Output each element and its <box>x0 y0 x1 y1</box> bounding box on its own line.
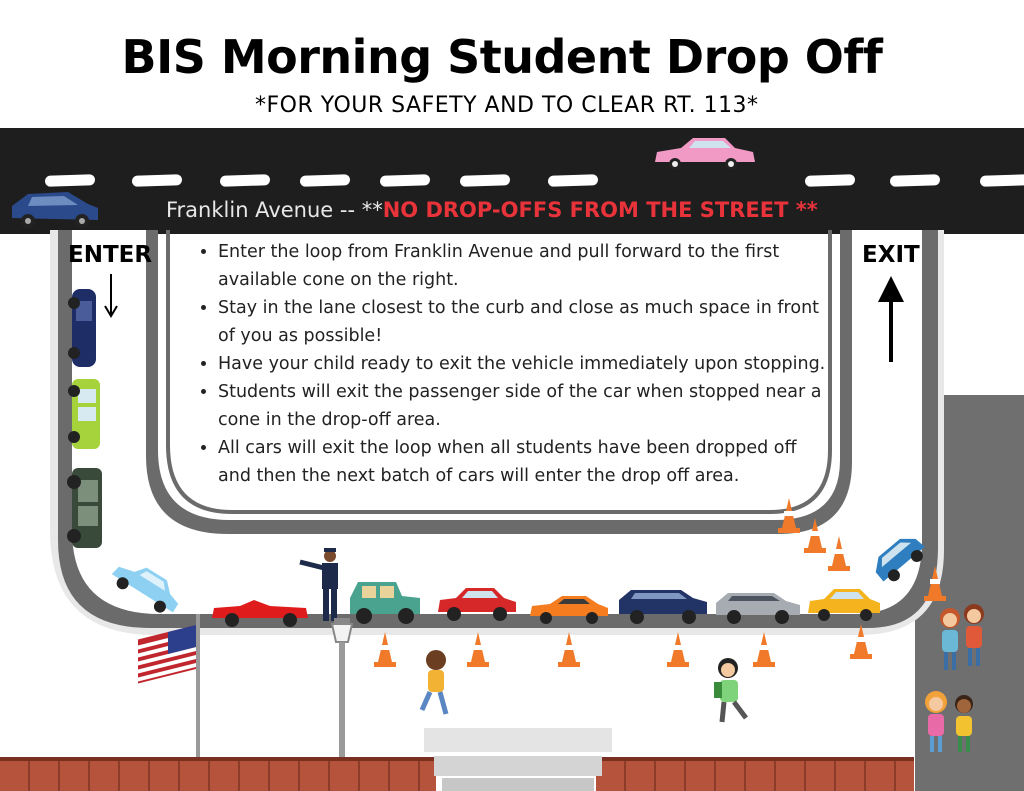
children-waving-icon <box>932 602 994 676</box>
instruction-item: • Stay in the lane closest to the curb and close as much space in front of you as possible! <box>218 294 828 350</box>
exit-arrow-icon <box>878 276 904 364</box>
children-smiling-icon <box>918 686 984 758</box>
silver-suv-car-icon <box>714 589 802 627</box>
light-blue-car-icon <box>105 558 185 620</box>
yellow-taxi-car-icon <box>806 585 882 625</box>
lane-dash <box>132 174 182 187</box>
brick-wall-left <box>0 757 436 791</box>
child-walking-icon <box>412 648 454 720</box>
enter-label: ENTER <box>68 242 153 268</box>
traffic-cone-icon <box>778 498 800 534</box>
red-convertible-car-icon <box>210 592 310 628</box>
lane-dash <box>300 174 350 187</box>
child-with-backpack-icon <box>708 656 754 730</box>
traffic-cone-icon <box>467 632 489 668</box>
traffic-cone-icon <box>667 632 689 668</box>
lane-dash <box>380 174 430 187</box>
blue-wagon-car-icon <box>8 188 102 230</box>
street-warning-suffix: ** <box>788 198 818 222</box>
blue-hatchback-car-icon <box>868 526 930 590</box>
traffic-cone-icon <box>804 518 826 554</box>
orange-sports-car-icon <box>528 592 610 626</box>
teal-jeep-car-icon <box>348 578 422 626</box>
enter-arrow-icon <box>103 274 119 318</box>
red-sedan-car-icon <box>436 584 518 624</box>
traffic-cone-icon <box>753 632 775 668</box>
lane-dash <box>805 174 855 187</box>
lane-dash <box>45 174 95 187</box>
school-entrance-steps <box>422 726 614 791</box>
exit-label: EXIT <box>862 242 920 268</box>
navy-sedan-car-icon <box>66 287 100 369</box>
brick-wall-right <box>596 757 914 791</box>
instruction-item: • Enter the loop from Franklin Avenue and pull forward to the first available cone on the right. <box>218 238 828 294</box>
navy-suv-car-icon <box>617 586 709 626</box>
green-van-car-icon <box>66 377 104 453</box>
page-subtitle: *FOR YOUR SAFETY AND TO CLEAR RT. 113* <box>255 93 759 118</box>
traffic-cone-icon <box>374 632 396 668</box>
page-title: BIS Morning Student Drop Off <box>121 30 883 84</box>
traffic-cone-icon <box>558 632 580 668</box>
american-flag-icon <box>136 614 204 764</box>
pink-classic-car-icon <box>653 134 757 176</box>
instruction-item: • All cars will exit the loop when all students have been dropped off and then the next batch of cars will enter the drop off area. <box>218 434 828 490</box>
street-name: Franklin Avenue -- ** <box>166 198 383 222</box>
instruction-item: • Have your child ready to exit the vehicle immediately upon stopping. <box>218 350 828 378</box>
brick-wall-cap <box>596 757 914 761</box>
lane-dash <box>460 174 510 187</box>
lane-dash <box>980 174 1024 187</box>
brick-wall-cap <box>0 757 436 761</box>
street-warning: NO DROP-OFFS FROM THE STREET <box>382 198 789 222</box>
lane-dash <box>548 174 598 187</box>
traffic-cone-icon <box>850 624 872 660</box>
traffic-cone-icon <box>828 536 850 572</box>
traffic-cone-icon <box>924 566 946 602</box>
lane-dash <box>890 174 940 187</box>
street-label <box>166 198 818 222</box>
lane-dash <box>220 174 270 187</box>
instructions-list <box>200 238 828 490</box>
dark-green-suv-car-icon <box>66 466 106 552</box>
crossing-guard-icon <box>298 548 348 624</box>
instruction-item: • Students will exit the passenger side of the car when stopped near a cone in the drop-off area. <box>218 378 828 434</box>
